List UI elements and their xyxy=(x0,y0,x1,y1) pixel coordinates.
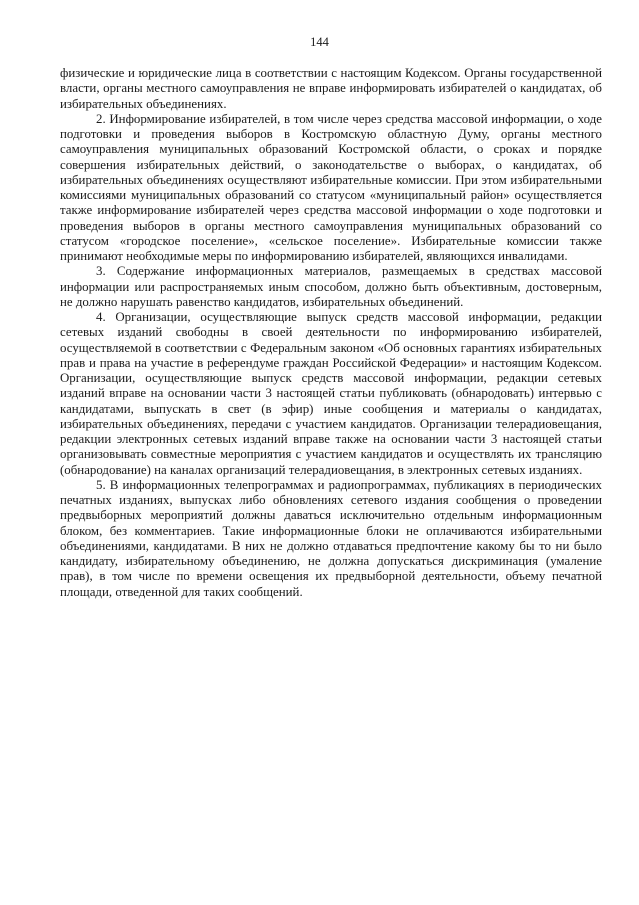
paragraph-continuation: физические и юридические лица в соответствии с настоящим Кодексом. Органы государственной власти, органы местного самоуправления не вправе информировать избирателей о кандидатах, об избирательных объединениях. xyxy=(60,66,602,111)
paragraph-4: 4. Организации, осуществляющие выпуск средств массовой информации, редакции сетевых изданий свободны в своей деятельности по информированию избирателей, осуществляемой в соответствии с Федеральным законом «Об основных гарантиях избирательных прав и права на участие в референдуме граждан Российской Федерации» и настоящим Кодексом. Организации, осуществляющие выпуск средств массовой информации, редакции сетевых изданий вправе на основании части 3 настоящей статьи публиковать (обнародовать) интервью с кандидатами, выпускать в свет (в эфир) иные сообщения и материалы о кандидатах, избирательных объединениях, передачи с участием кандидатов. Организации телерадиовещания, редакции электронных сетевых изданий вправе также на основании части 3 настоящей статьи организовывать совместные мероприятия с участием кандидатов и осуществлять их трансляцию (обнародование) на каналах организаций телерадиовещания, в электронных сетевых изданиях. xyxy=(60,310,602,477)
paragraph-2: 2. Информирование избирателей, в том числе через средства массовой информации, о ходе подготовки и проведения выборов в Костромскую областную Думу, органы местного самоуправления муниципальных образований Костромской области, о сроках и порядке совершения избирательных действий, о законодательстве о выборах, о кандидатах, об избирательных объединениях осуществляют избирательные комиссии. При этом избирательными комиссиями муниципальных образований со статусом «муниципальный район» осуществляется также информирование избирателей через средства массовой информации о ходе подготовки и проведения выборов в органы местного самоуправления муниципальных образований со статусом «городское поселение», «сельское поселение». Избирательные комиссии также принимают необходимые меры по информированию избирателей, являющихся инвалидами. xyxy=(60,111,602,263)
paragraph-5: 5. В информационных телепрограммах и радиопрограммах, публикациях в периодических печатных изданиях, выпусках либо обновлениях сетевого издания сообщения о проведении предвыборных мероприятий должны даваться исключительно отдельным информационным блоком, без комментариев. Такие информационные блоки не оплачиваются избирательными объединениями, кандидатами. В них не должно отдаваться предпочтение какому бы то ни было кандидату, избирательному объединению, не должна допускаться дискриминация (умаление прав), в том числе по времени освещения их предвыборной деятельности, объему печатной площади, отведенной для таких сообщений. xyxy=(60,477,602,599)
paragraph-3: 3. Содержание информационных материалов, размещаемых в средствах массовой информации или распространяемых иным способом, должно быть объективным, достоверным, не должно нарушать равенство кандидатов, избирательных объединений. xyxy=(60,264,602,309)
page-number: 144 xyxy=(310,35,329,49)
document-body xyxy=(60,66,602,600)
